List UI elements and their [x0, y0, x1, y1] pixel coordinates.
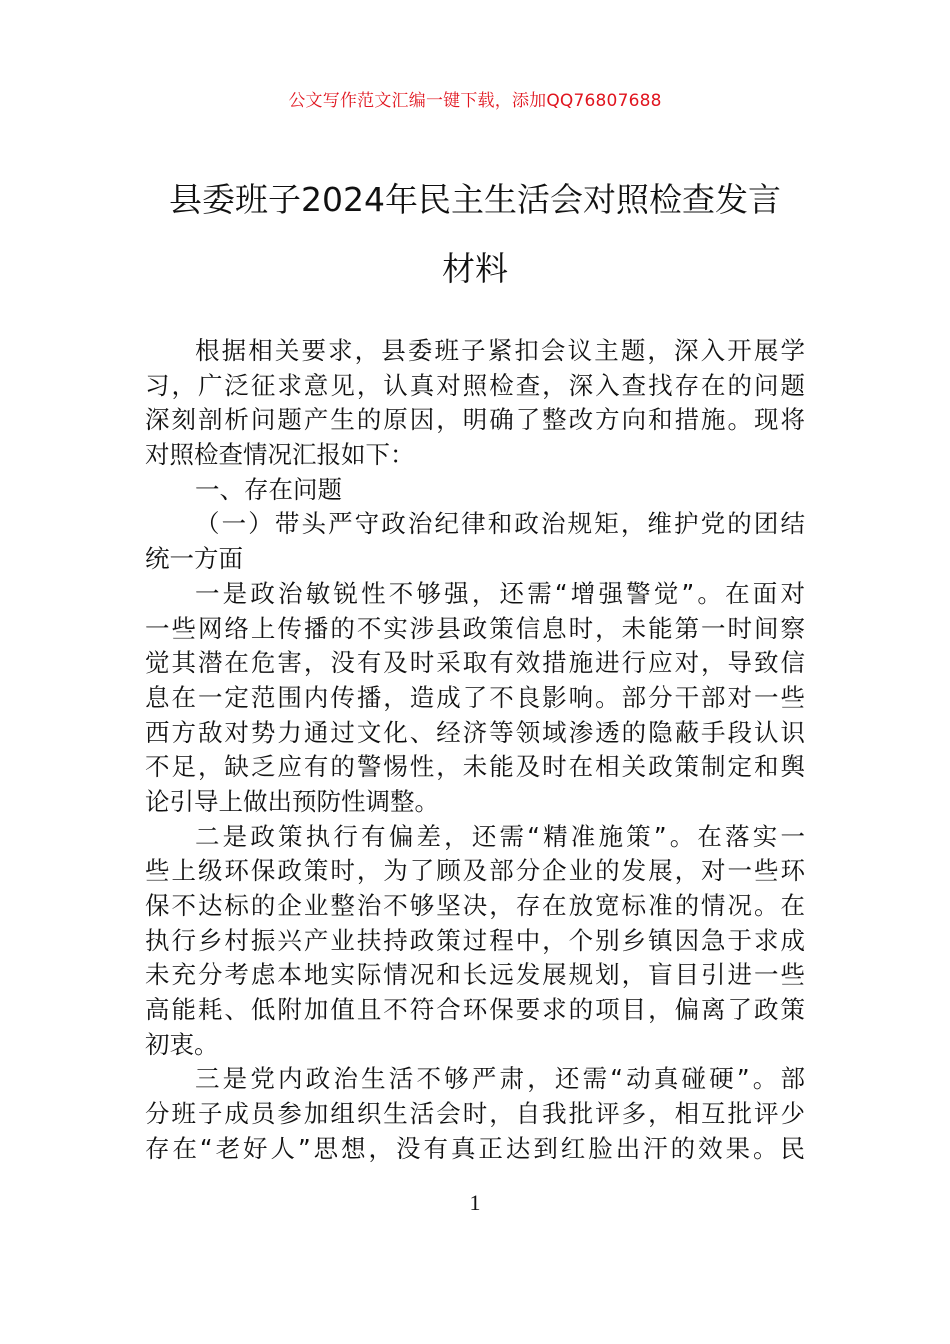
- page-number: 1: [469, 1190, 481, 1215]
- paragraph-line: 一是政治敏锐性不够强，还需“增强警觉”。在面对: [195, 578, 805, 608]
- paragraph-line: 高能耗、低附加值且不符合环保要求的项目，偏离了政策: [145, 995, 805, 1025]
- paragraph-line: 根据相关要求，县委班子紧扣会议主题，深入开展学: [195, 336, 805, 365]
- paragraph: [145, 820, 805, 1063]
- paragraph-line: 论引导上做出预防性调整。: [145, 786, 439, 816]
- paragraph-line: 存在“老好人”思想，没有真正达到红脸出汗的效果。民: [145, 1133, 805, 1163]
- document-title-line-1: 县委班子2024年民主生活会对照检查发言: [169, 180, 781, 219]
- paragraph: [145, 334, 805, 473]
- paragraph: [145, 1062, 805, 1166]
- paragraph-line: 保不达标的企业整治不够坚决，存在放宽标准的情况。在: [145, 891, 805, 920]
- paragraph: [145, 507, 805, 576]
- paragraph-line: 统一方面: [145, 544, 243, 574]
- paragraph-line: 不足，缺乏应有的警惕性，未能及时在相关政策制定和舆: [145, 752, 805, 782]
- watermark-banner: 公文写作范文汇编一键下载，添加QQ76807688: [288, 91, 662, 111]
- paragraph-line: 执行乡村振兴产业扶持政策过程中，个别乡镇因急于求成: [145, 925, 805, 955]
- paragraph-line: 一、存在问题: [195, 474, 342, 504]
- paragraph-line: 二是政策执行有偏差，还需“精准施策”。在落实一: [195, 821, 805, 851]
- paragraph-line: 三是党内政治生活不够严肃，还需“动真碰硬”。部: [195, 1064, 805, 1094]
- paragraph-line: 西方敌对势力通过文化、经济等领域渗透的隐蔽手段认识: [145, 717, 805, 747]
- document-body: [145, 334, 805, 1167]
- paragraph: [145, 577, 805, 820]
- paragraph-line: 分班子成员参加组织生活会时，自我批评多，相互批评少: [145, 1099, 805, 1129]
- paragraph-line: 初衷。: [145, 1029, 219, 1059]
- paragraph-line: 深刻剖析问题产生的原因，明确了整改方向和措施。现将: [145, 405, 805, 435]
- paragraph-line: 些上级环保政策时，为了顾及部分企业的发展，对一些环: [145, 856, 805, 886]
- paragraph-line: 未充分考虑本地实际情况和长远发展规划，盲目引进一些: [145, 960, 805, 990]
- paragraph-line: 一些网络上传播的不实涉县政策信息时，未能第一时间察: [145, 613, 805, 643]
- paragraph-line: 对照检查情况汇报如下：: [145, 440, 415, 470]
- paragraph-line: 息在一定范围内传播，造成了不良影响。部分干部对一些: [145, 682, 805, 712]
- paragraph-line: 觉其潜在危害，没有及时采取有效措施进行应对，导致信: [145, 648, 805, 678]
- paragraph-line: 习，广泛征求意见，认真对照检查，深入查找存在的问题: [145, 370, 805, 400]
- paragraph: [145, 473, 805, 508]
- document-title-line-2: 材料: [442, 249, 508, 288]
- paragraph-line: （一）带头严守政治纪律和政治规矩，维护党的团结: [195, 509, 805, 539]
